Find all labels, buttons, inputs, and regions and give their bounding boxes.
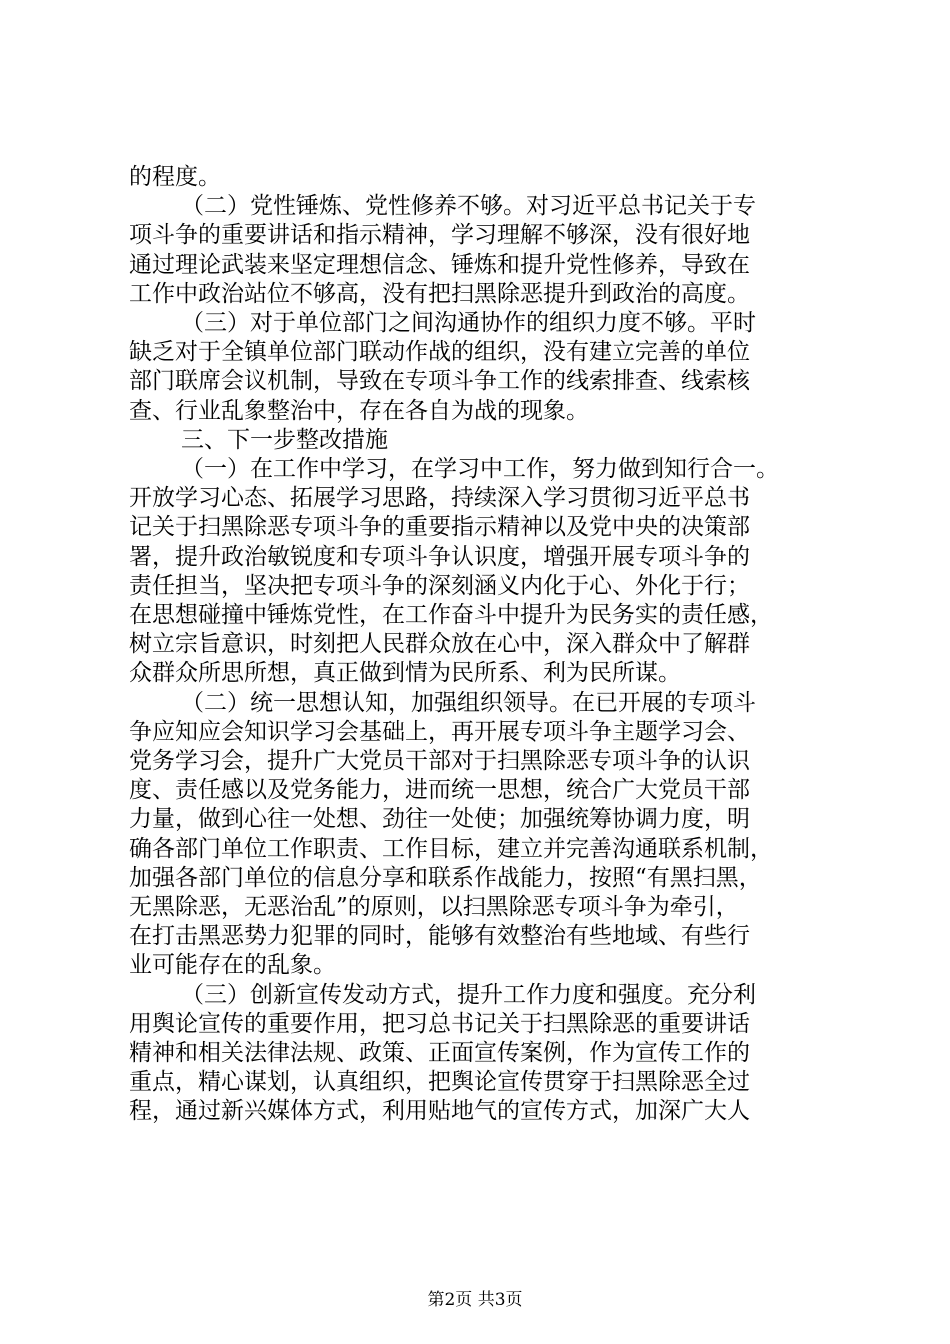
paragraph-heading-2: （二）统一思想认知，加强组织领导。在已开展的专项斗 [181, 689, 756, 716]
page-number-footer: 第2页 共3页 [427, 1290, 523, 1310]
text-line: 程，通过新兴媒体方式，利用贴地气的宣传方式，加深广大人 [129, 1098, 750, 1125]
text-line: 党务学习会，提升广大党员干部对于扫黑除恶专项斗争的认识 [129, 748, 750, 774]
text-line: 开放学习心态、拓展学习思路，持续深入学习贯彻习近平总书 [129, 485, 750, 512]
text-line: 在打击黑恶势力犯罪的同时，能够有效整治有些地域、有些行 [129, 923, 750, 950]
text-line: 缺乏对于全镇单位部门联动作战的组织，没有建立完善的单位 [129, 339, 750, 366]
paragraph-heading-3: （三）创新宣传发动方式，提升工作力度和强度。充分利 [181, 981, 756, 1008]
text-line: 署，提升政治敏锐度和专项斗争认识度，增强开展专项斗争的 [129, 543, 750, 570]
text-line: 记关于扫黑除恶专项斗争的重要指示精神以及党中央的决策部 [129, 514, 750, 541]
text-line: 查、行业乱象整治中，存在各自为战的现象。 [129, 397, 589, 424]
paragraph-heading-1: （一）在工作中学习，在学习中工作，努力做到知行合一。 [181, 456, 779, 482]
text-line: 精神和相关法律法规、政策、正面宣传案例，作为宣传工作的 [129, 1040, 750, 1066]
text-line: 力量，做到心往一处想、劲往一处使；加强统筹协调力度，明 [129, 806, 750, 833]
text-line: 众群众所思所想，真正做到情为民所系、利为民所谋。 [129, 660, 681, 687]
text-line: 部门联席会议机制，导致在专项斗争工作的线索排查、线索核 [129, 368, 750, 395]
text-line: 加强各部门单位的信息分享和联系作战能力，按照“有黑扫黑， [129, 864, 762, 891]
paragraph-heading-2: （二）党性锤炼、党性修养不够。对习近平总书记关于专 [181, 193, 756, 220]
text-line: 树立宗旨意识，时刻把人民群众放在心中，深入群众中了解群 [129, 631, 750, 658]
text-line: 工作中政治站位不够高，没有把扫黑除恶提升到政治的高度。 [129, 280, 750, 307]
text-line: 度、责任感以及党务能力，进而统一思想，统合广大党员干部 [129, 777, 750, 804]
text-line: 的程度。 [129, 164, 221, 190]
text-line: 责任担当，坚决把专项斗争的深刻涵义内化于心、外化于行； [129, 572, 750, 599]
paragraph-heading-3: （三）对于单位部门之间沟通协作的组织力度不够。平时 [181, 310, 756, 336]
text-line: 用舆论宣传的重要作用，把习总书记关于扫黑除恶的重要讲话 [129, 1010, 750, 1037]
text-line: 通过理论武装来坚定理想信念、锤炼和提升党性修养，导致在 [129, 251, 750, 278]
text-line: 确各部门单位工作职责、工作目标，建立并完善沟通联系机制， [129, 835, 773, 862]
text-line: 项斗争的重要讲话和指示精神，学习理解不够深，没有很好地 [129, 222, 750, 249]
text-line: 重点，精心谋划，认真组织，把舆论宣传贯穿于扫黑除恶全过 [129, 1069, 750, 1096]
text-line: 争应知应会知识学习会基础上，再开展专项斗争主题学习会、 [129, 718, 750, 745]
text-line: 在思想碰撞中锤炼党性，在工作奋斗中提升为民务实的责任感， [129, 602, 773, 628]
text-line: 无黑除恶，无恶治乱”的原则，以扫黑除恶专项斗争为牵引， [129, 894, 739, 920]
section-heading: 三、下一步整改措施 [181, 426, 388, 453]
text-line: 业可能存在的乱象。 [129, 952, 336, 979]
